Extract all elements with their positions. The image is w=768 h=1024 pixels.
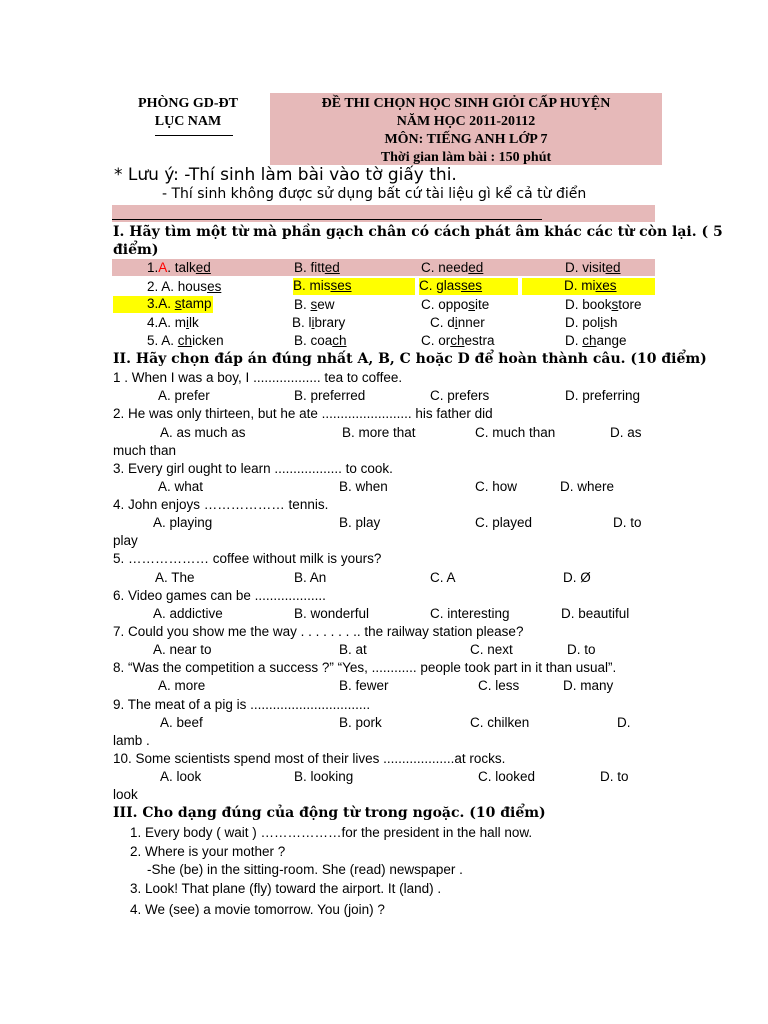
q7-text: 7. Could you show me the way . . . . . . . .. the railway station please? xyxy=(113,624,524,639)
q1-option-c: C. prefers xyxy=(430,388,490,403)
q4-text: 4. John enjoys ……………… tennis. xyxy=(113,497,329,512)
exam-title-box xyxy=(270,93,662,165)
q8-option-d: D. many xyxy=(563,678,614,693)
q9-option-a: A. beef xyxy=(160,715,203,730)
q7-option-a: A. near to xyxy=(153,642,212,657)
q4-option-b: B. play xyxy=(339,515,381,530)
section-1-title-cont: điểm) xyxy=(113,242,159,258)
exam-title-line-4: Thời gian làm bài : 150 phút xyxy=(380,150,552,165)
department xyxy=(120,95,256,131)
q6-text: 6. Video games can be ................... xyxy=(113,588,326,603)
exam-title-line-2: NĂM HỌC 2011-20112 xyxy=(396,114,536,129)
q3-option-b: B. when xyxy=(339,479,388,494)
q3-option-a: A. what xyxy=(158,479,204,494)
q2-text: 2. He was only thirteen, but he ate ........................ his father did xyxy=(113,406,493,421)
note-line-1: * Lưu ý: -Thí sinh làm bài vào tờ giấy thi. xyxy=(114,165,457,185)
separator-bar xyxy=(112,205,655,222)
s1-row-2-d: D. mixes xyxy=(522,278,655,295)
s1-row-1-d: D. visited xyxy=(565,260,621,275)
q3-option-c: C. how xyxy=(475,479,518,494)
q7-option-b: B. at xyxy=(339,642,367,657)
q2-option-c: C. much than xyxy=(475,425,556,440)
q2-option-d: D. as xyxy=(610,425,642,440)
q9-option-b: B. pork xyxy=(339,715,382,730)
s3-line-1: 1. Every body ( wait ) ………………for the president in the hall now. xyxy=(130,825,533,840)
q10-option-a: A. look xyxy=(160,769,202,784)
q8-option-c: C. less xyxy=(478,678,520,693)
s1-row-5-c: C. orchestra xyxy=(421,333,495,348)
s1-row-1-c: C. needed xyxy=(421,260,484,275)
q8-text: 8. “Was the competition a success ?” “Yes, ............ people took part in it than usual”. xyxy=(113,660,617,675)
q9-option-d-cont: lamb . xyxy=(113,733,150,748)
department-underline xyxy=(155,135,233,136)
q10-option-d: D. to xyxy=(600,769,629,784)
s1-row-1-b: B. fitted xyxy=(294,260,340,275)
s1-row-5-a: 5. A. chicken xyxy=(147,333,224,348)
s1-row-5-d: D. change xyxy=(565,333,627,348)
exam-title-line-1: ĐỀ THI CHỌN HỌC SINH GIỎI CẤP HUYỆN xyxy=(321,96,611,111)
q7-option-c: C. next xyxy=(470,642,513,657)
q2-option-a: A. as much as xyxy=(160,425,246,440)
q5-option-d: D. Ø xyxy=(563,570,591,585)
q1-option-a: A. prefer xyxy=(158,388,210,403)
s1-row-1-a: 1.A. talked xyxy=(147,260,211,275)
q10-option-d-cont: look xyxy=(113,787,138,802)
section-1-title: I. Hãy tìm một từ mà phần gạch chân có cách phát âm khác các từ còn lại. ( 5 xyxy=(113,224,723,240)
q10-option-c: C. looked xyxy=(478,769,536,784)
s3-line-4: 3. Look! That plane (fly) toward the airport. It (land) . xyxy=(130,881,442,896)
q10-text: 10. Some scientists spend most of their lives ...................at rocks. xyxy=(113,751,506,766)
q4-option-d: D. to xyxy=(613,515,642,530)
department-line-2: LỤC NAM xyxy=(154,114,222,129)
s1-row-4-a: 4.A. milk xyxy=(147,315,199,330)
q1-text: 1 . When I was a boy, I .................. tea to coffee. xyxy=(113,370,403,385)
s1-row-4-c: C. dinner xyxy=(430,315,485,330)
q8-option-b: B. fewer xyxy=(339,678,389,693)
section-3-title: III. Cho dạng đúng của động từ trong ngoặc. (10 điểm) xyxy=(113,805,546,821)
q2-option-b: B. more that xyxy=(342,425,416,440)
q5-option-a: A. The xyxy=(155,570,195,585)
s3-line-5: 4. We (see) a movie tomorrow. You (join) ? xyxy=(130,902,385,917)
s1-row-3-b: B. sew xyxy=(294,297,335,312)
department-line-1: PHÒNG GD-ĐT xyxy=(138,96,238,111)
q10-option-b: B. looking xyxy=(294,769,354,784)
exam-title-line-3: MÔN: TIẾNG ANH LỚP 7 xyxy=(384,132,548,147)
q5-option-b: B. An xyxy=(294,570,327,585)
s3-line-3: -She (be) in the sitting-room. She (read) newspaper . xyxy=(147,862,463,877)
q1-option-b: B. preferred xyxy=(294,388,366,403)
q9-option-d: D. xyxy=(617,715,631,730)
q5-text: 5. ……………… coffee without milk is yours? xyxy=(113,551,382,566)
q3-option-d: D. where xyxy=(560,479,615,494)
q1-option-d: D. preferring xyxy=(565,388,641,403)
note-line-2: - Thí sinh không được sử dụng bất cứ tài liệu gì kể cả từ điển xyxy=(162,186,587,202)
s1-row-2-a: 2. A. houses xyxy=(147,279,222,294)
q9-option-c: C. chilken xyxy=(470,715,530,730)
s1-row-3-a: 3.A. stamp xyxy=(113,296,213,313)
q9-text: 9. The meat of a pig is ................................ xyxy=(113,697,371,712)
q6-option-a: A. addictive xyxy=(153,606,223,621)
q6-option-c: C. interesting xyxy=(430,606,510,621)
q6-option-d: D. beautiful xyxy=(561,606,630,621)
s1-row-3-c: C. opposite xyxy=(421,297,490,312)
q4-option-d-cont: play xyxy=(113,533,138,548)
q5-option-c: C. A xyxy=(430,570,456,585)
s1-row-4-b: B. library xyxy=(292,315,346,330)
q3-text: 3. Every girl ought to learn .................. to cook. xyxy=(113,461,393,476)
q6-option-b: B. wonderful xyxy=(294,606,370,621)
q8-option-a: A. more xyxy=(158,678,206,693)
s1-row-2-b: B. misses xyxy=(293,278,415,295)
section-2-title: II. Hãy chọn đáp án đúng nhất A, B, C hoặc D để hoàn thành câu. (10 điểm) xyxy=(113,351,707,367)
q7-option-d: D. to xyxy=(567,642,596,657)
s1-row-5-b: B. coach xyxy=(294,333,347,348)
s3-line-2: 2. Where is your mother ? xyxy=(130,844,286,859)
q4-option-c: C. played xyxy=(475,515,533,530)
s1-row-2-c: C. glasses xyxy=(419,278,518,295)
s1-row-3-d: D. bookstore xyxy=(565,297,642,312)
s1-row-4-d: D. polish xyxy=(565,315,618,330)
q4-option-a: A. playing xyxy=(153,515,213,530)
q2-option-d-cont: much than xyxy=(113,443,177,458)
